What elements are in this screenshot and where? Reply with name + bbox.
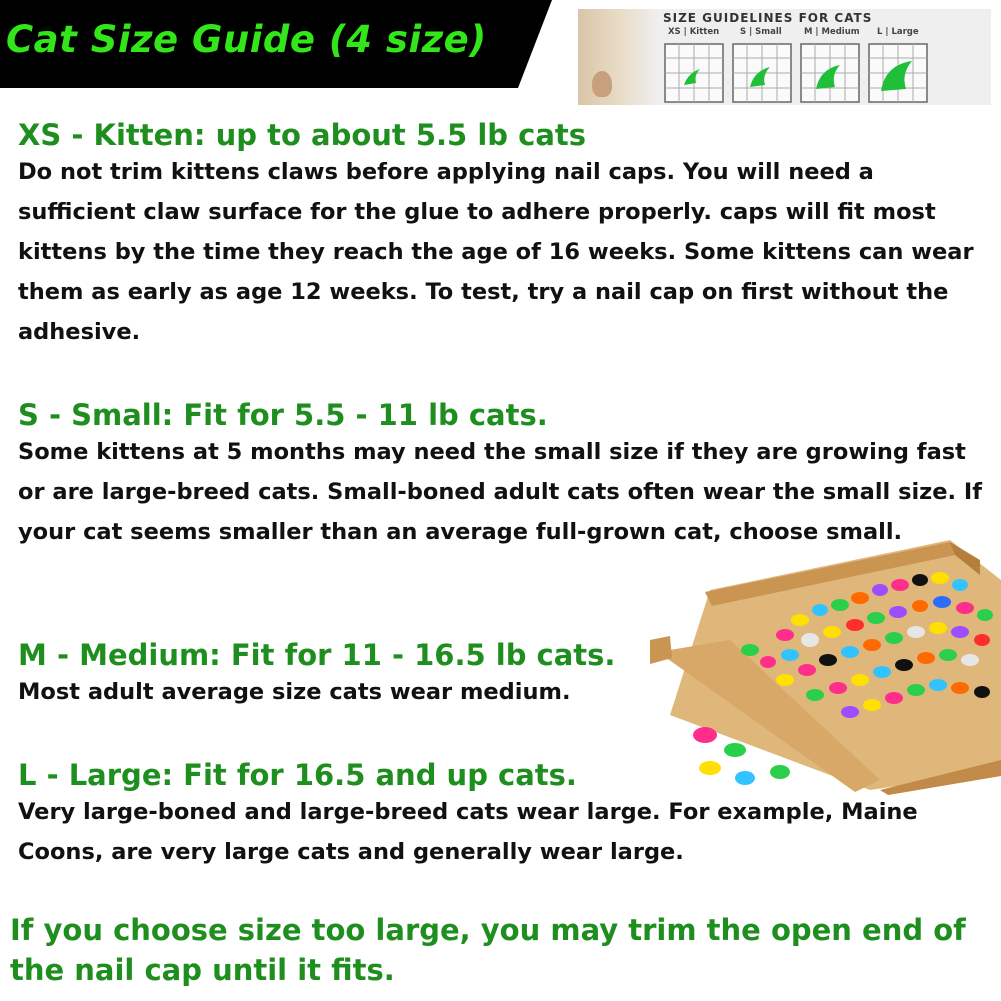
section-body-xs: Do not trim kittens claws before applying nail caps. You will need a sufficient claw surface for the glue to adhere properly. caps will fit most kittens by the time they reach the age of 16 weeks. Some kittens can wear them as early as age 12 weeks. To test, try a nail cap on first without the adhesive. xyxy=(18,159,974,345)
section-heading-m: M - Medium: Fit for 11 - 16.5 lb cats. xyxy=(18,638,616,672)
size-cell-s xyxy=(732,43,792,103)
footer-note: If you choose size too large, you may trim the open end of the nail cap until it fits. xyxy=(10,913,966,987)
section-heading-xs: XS - Kitten: up to about 5.5 lb cats xyxy=(18,118,587,152)
title-banner xyxy=(0,0,560,88)
cat-paw-image xyxy=(578,9,658,105)
size-guideline-image xyxy=(578,9,991,105)
section-heading-s: S - Small: Fit for 5.5 - 11 lb cats. xyxy=(18,398,548,432)
size-cell-label-m: M | Medium xyxy=(804,27,860,37)
nail-cap-tray-image xyxy=(650,540,1001,795)
size-guideline-title: SIZE GUIDELINES FOR CATS xyxy=(663,11,873,25)
page-title: Cat Size Guide (4 size) xyxy=(6,18,487,61)
section-body-s: Some kittens at 5 months may need the small size if they are growing fast or are large-breed cats. Small-boned adult cats often wear the small size. If your cat seems smaller than an average full-grown cat, choose small. xyxy=(18,439,983,545)
section-body-m: Most adult average size cats wear medium. xyxy=(18,679,571,705)
size-cell-l xyxy=(868,43,928,103)
section-body-l: Very large-boned and large-breed cats wear large. For example, Maine Coons, are very large cats and generally wear large. xyxy=(18,799,918,865)
size-cell-label-s: S | Small xyxy=(740,27,782,37)
size-cell-label-l: L | Large xyxy=(877,27,919,37)
size-cell-xs xyxy=(664,43,724,103)
section-heading-l: L - Large: Fit for 16.5 and up cats. xyxy=(18,758,577,792)
size-cell-m xyxy=(800,43,860,103)
size-cell-label-xs: XS | Kitten xyxy=(668,27,720,37)
